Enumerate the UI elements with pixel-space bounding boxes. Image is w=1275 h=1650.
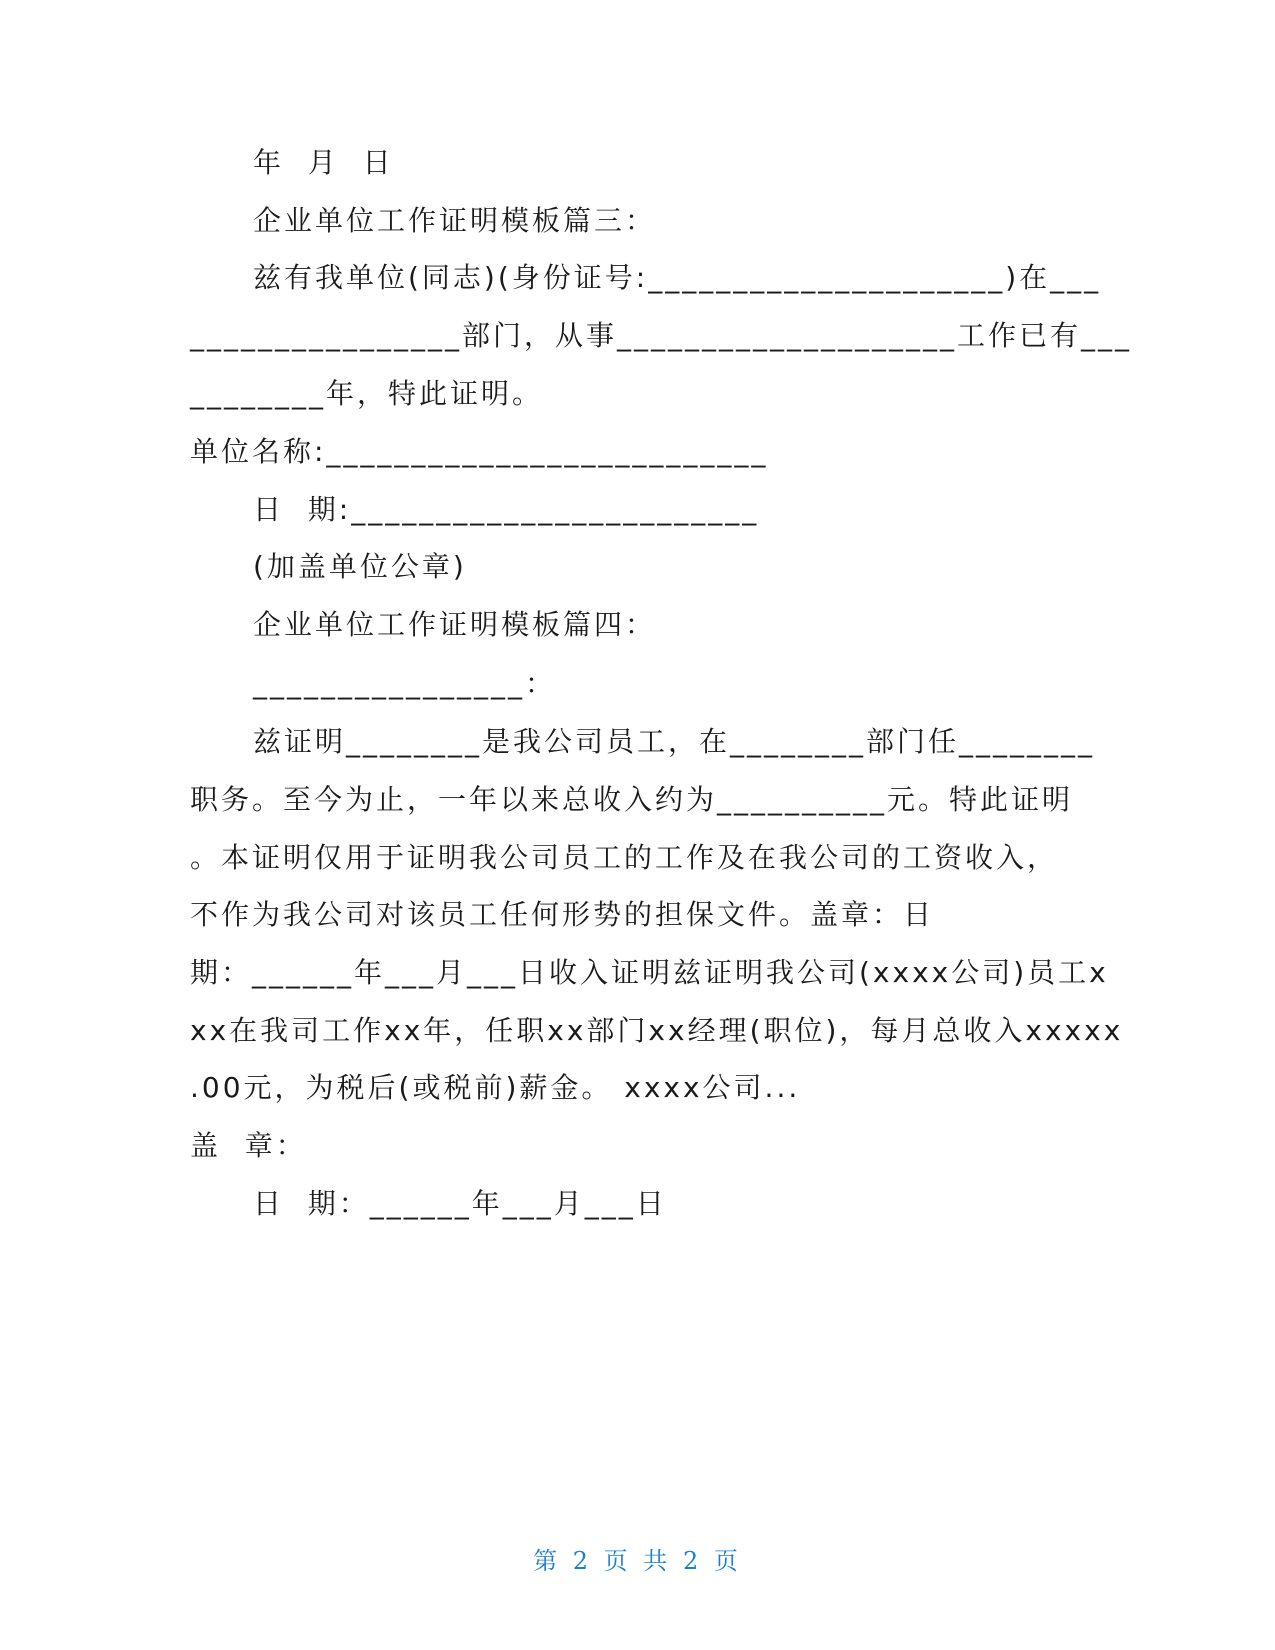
date-field-line: 日 期:________________________ [253, 493, 760, 526]
paragraph-line: xx在我司工作xx年，任职xx部门xx经理(职位)，每月总收入xxxxx [190, 1014, 1124, 1047]
page-number-footer: 第 2 页 共 2 页 [533, 1547, 742, 1575]
paragraph-line: 兹证明________是我公司员工，在________部门任________ [253, 725, 1096, 758]
paragraph-line: 不作为我公司对该员工任何形势的担保文件。盖章：日 [190, 898, 935, 931]
paragraph-line: 兹有我单位(同志)(身份证号:_____________________)在___ [253, 261, 1102, 294]
paragraph-line: 职务。至今为止，一年以来总收入约为__________元。特此证明 [190, 783, 1074, 816]
section-heading-3: 企业单位工作证明模板篇三： [253, 204, 657, 237]
date-line: 年 月 日 [253, 146, 394, 179]
date-field-line: 日 期：______年___月___日 [253, 1187, 667, 1220]
paragraph-line: ________________部门，从事____________________工作已有___ [190, 319, 1133, 352]
section-heading-4: 企业单位工作证明模板篇四： [253, 608, 657, 641]
unit-name-line: 单位名称:__________________________ [190, 435, 769, 468]
paragraph-line: 期：______年___月___日收入证明兹证明我公司(xxxx公司)员工x [190, 956, 1109, 989]
paragraph-line: 。本证明仅用于证明我公司员工的工作及在我公司的工资收入， [190, 841, 1059, 874]
seal-line: 盖 章： [190, 1129, 307, 1162]
seal-note: (加盖单位公章) [253, 550, 467, 583]
paragraph-line: .00元，为税后(或税前)薪金。 xxxx公司... [190, 1071, 801, 1104]
addressee-line: ________________： [253, 667, 557, 700]
paragraph-line: ________年，特此证明。 [190, 377, 544, 410]
